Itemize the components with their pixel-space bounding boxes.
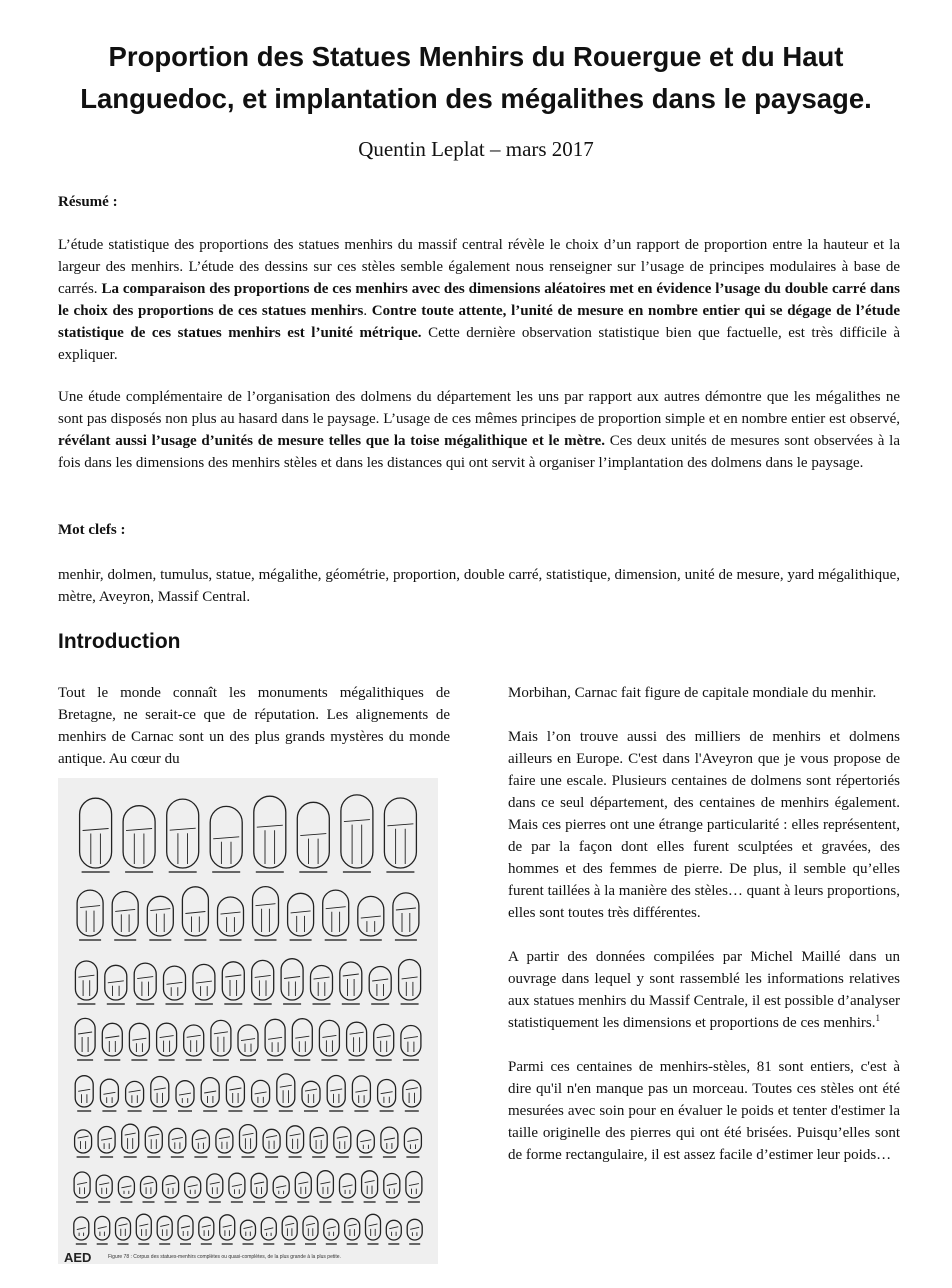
menhir-drawings-svg — [58, 778, 438, 1264]
page-title: Proportion des Statues Menhirs du Rouergue et du Haut Languedoc, et implantation des mégalithes dans le paysage. — [80, 41, 872, 114]
menhir-caption-mark — [299, 871, 327, 873]
menhir-caption-mark — [290, 939, 312, 941]
menhir-caption-mark — [305, 1243, 316, 1245]
menhir-caption-mark — [383, 1156, 396, 1158]
menhir-caption-mark — [304, 1110, 318, 1112]
menhir-caption-mark — [319, 1201, 331, 1203]
menhir-caption-mark — [100, 1156, 113, 1158]
menhir-caption-mark — [343, 871, 371, 873]
menhir-caption-mark — [131, 1059, 147, 1061]
menhir-caption-mark — [376, 1059, 392, 1061]
menhir-caption-mark — [263, 1243, 274, 1245]
menhir-caption-mark — [342, 1003, 360, 1005]
menhir-caption-mark — [120, 1201, 132, 1203]
menhir-caption-mark — [294, 1059, 310, 1061]
menhir-caption-mark — [409, 1243, 420, 1245]
menhir-caption-mark — [79, 939, 101, 941]
menhir-caption-mark — [386, 1201, 398, 1203]
menhir-caption-mark — [329, 1110, 343, 1112]
menhir-caption-mark — [128, 1110, 142, 1112]
menhir-caption-mark — [104, 1059, 120, 1061]
menhir-caption-mark — [218, 1156, 231, 1158]
menhir-caption-mark — [201, 1243, 212, 1245]
menhir-caption-mark — [194, 1156, 207, 1158]
intro-right-paragraph-3-text: A partir des données compilées par Michel Maillé dans un ouvrage dans lequel y sont rassemblé les informations relatives aux statues menhirs du Massif Centrale, il est possible d’analyser statistiquement les dimensions et proportions de ces menhirs. — [508, 949, 900, 1031]
menhir-caption-mark — [102, 1110, 116, 1112]
resume-p1-text-a: L’étude statistique des proportions des statues menhirs du massif central révèle le choix d’un rapport de proportion entre la hauteur et la largeur des menhirs. L’étude des dessins sur ces stèles semble également nous renseigner sur l’usage de principes modulaires à base de carrés. — [58, 237, 900, 297]
menhir-caption-mark — [159, 1243, 170, 1245]
resume-p1-text-c: . — [363, 303, 372, 319]
resume-paragraph-1 — [58, 234, 900, 366]
menhir-caption-mark — [256, 871, 284, 873]
menhir-caption-mark — [254, 1110, 268, 1112]
menhir-caption-mark — [213, 1059, 229, 1061]
resume-heading: Résumé : — [58, 194, 118, 210]
menhir-caption-mark — [284, 1243, 295, 1245]
menhir-caption-mark — [82, 871, 110, 873]
menhir-caption-mark — [321, 1059, 337, 1061]
menhir-caption-mark — [289, 1156, 302, 1158]
menhir-caption-mark — [187, 1201, 199, 1203]
menhir-caption-mark — [171, 1156, 184, 1158]
intro-left-column — [58, 682, 450, 792]
keywords-heading: Mot clefs : — [58, 522, 126, 538]
resume-p1-bold-b: La comparaison des proportions de ces menhirs avec des dimensions aléatoires met en évidence l’usage du double carré dans le choix des proportions de ces statues menhirs — [58, 281, 900, 319]
menhir-caption-mark — [354, 1110, 368, 1112]
menhir-caption-mark — [243, 1243, 254, 1245]
menhir-caption-mark — [253, 1201, 265, 1203]
resume-p2-bold-b: révélant aussi l’usage d’unités de mesure telles que la toise mégalithique et le mètre. — [58, 433, 606, 449]
introduction-heading: Introduction — [58, 630, 181, 653]
menhir-caption-mark — [360, 939, 382, 941]
menhir-caption-mark — [401, 1003, 419, 1005]
menhir-caption-mark — [77, 1003, 95, 1005]
menhir-caption-mark — [349, 1059, 365, 1061]
menhir-caption-mark — [98, 1201, 110, 1203]
menhir-caption-mark — [386, 871, 414, 873]
menhir-caption-mark — [76, 1201, 88, 1203]
menhir-caption-mark — [267, 1059, 283, 1061]
resume-p1-bold-d: Contre toute attente, l’unité de mesure en nombre entier qui se dégage de l’étude statistique de ces statues menhirs est l’unité métrique. — [58, 303, 900, 341]
menhir-caption-mark — [342, 1201, 354, 1203]
menhir-caption-mark — [222, 1243, 233, 1245]
menhir-caption-mark — [405, 1110, 419, 1112]
figure-caption: Figure 78 : Corpus des statues-menhirs complètes ou quasi-complètes, de la plus grande à la plus petite. — [108, 1254, 341, 1260]
menhir-caption-mark — [254, 1003, 272, 1005]
figure-logo: AED — [64, 1250, 92, 1264]
menhir-caption-mark — [371, 1003, 389, 1005]
menhir-caption-mark — [242, 1156, 255, 1158]
menhir-caption-mark — [166, 1003, 184, 1005]
menhir-caption-mark — [347, 1243, 358, 1245]
menhir-caption-mark — [406, 1156, 419, 1158]
menhir-caption-mark — [147, 1156, 160, 1158]
author-line: Quentin Leplat – mars 2017 — [358, 137, 594, 161]
menhir-caption-mark — [209, 1201, 221, 1203]
menhir-caption-mark — [107, 1003, 125, 1005]
intro-right-column — [508, 682, 900, 1188]
menhir-caption-mark — [220, 939, 242, 941]
menhir-caption-mark — [114, 939, 136, 941]
menhir-caption-mark — [224, 1003, 242, 1005]
menhir-caption-mark — [388, 1243, 399, 1245]
menhir-caption-mark — [165, 1201, 177, 1203]
menhir-caption-mark — [380, 1110, 394, 1112]
menhir-caption-mark — [77, 1110, 91, 1112]
resume-p2-text-c: Ces deux unités de mesures sont observées à la fois dans les dimensions des menhirs stèles et dans les distances qui ont servit à organiser l’implantation des dolmens dans le paysage. — [58, 433, 900, 471]
menhir-caption-mark — [368, 1243, 379, 1245]
menhir-caption-mark — [153, 1110, 167, 1112]
statue-menhirs-drawings-image — [58, 778, 438, 1264]
menhir-caption-mark — [364, 1201, 376, 1203]
menhir-caption-mark — [180, 1243, 191, 1245]
menhir-caption-mark — [76, 1243, 87, 1245]
menhir-caption-mark — [149, 939, 171, 941]
menhir-caption-mark — [125, 871, 153, 873]
menhir-caption-mark — [143, 1201, 155, 1203]
menhir-caption-mark — [255, 939, 277, 941]
menhir-caption-mark — [231, 1201, 243, 1203]
menhir-caption-mark — [325, 939, 347, 941]
menhir-caption-mark — [124, 1156, 137, 1158]
menhir-caption-mark — [408, 1201, 420, 1203]
menhir-caption-mark — [159, 1059, 175, 1061]
intro-right-paragraph-3 — [508, 946, 900, 1034]
menhir-caption-mark — [313, 1003, 331, 1005]
intro-left-paragraph: Tout le monde connaît les monuments mégalithiques de Bretagne, ne serait-ce que de réputation. Les alignements de menhirs de Carnac sont un des plus grands mystères du monde antique. Au cœur du — [58, 685, 450, 767]
menhir-caption-mark — [136, 1003, 154, 1005]
intro-right-paragraph-2: Mais l’on trouve aussi des milliers de menhirs et dolmens ailleurs en Europe. C'est dans l'Aveyron que je vous propose de faire une escale. Plusieurs centaines de dolmens sont répertoriés dans ce seul département, des centaines de menhirs également. Mais ces pierres ont une étrange particularité : elles représentent, de par la façon dont elles furent sculptées et gravées, des hommes et des femmes de pierre. De plus, il semble qu’elles furent taillées à la manière des stèles… quant à leurs proportions, elles sont toutes très différentes. — [508, 729, 900, 921]
menhir-caption-mark — [312, 1156, 325, 1158]
intro-right-paragraph-1: Morbihan, Carnac fait figure de capitale mondiale du menhir. — [508, 685, 877, 701]
menhir-caption-mark — [184, 939, 206, 941]
menhir-caption-mark — [178, 1110, 192, 1112]
menhir-caption-mark — [336, 1156, 349, 1158]
footnote-marker: 1 — [875, 1013, 880, 1023]
menhir-caption-mark — [279, 1110, 293, 1112]
keywords-text: menhir, dolmen, tumulus, statue, mégalithe, géométrie, proportion, double carré, statistique, dimension, unité de mesure, yard mégalithique, mètre, Aveyron, Massif Central. — [58, 567, 900, 605]
menhir-caption-mark — [212, 871, 240, 873]
menhir-caption-mark — [283, 1003, 301, 1005]
menhir-caption-mark — [77, 1059, 93, 1061]
menhir-caption-mark — [403, 1059, 419, 1061]
menhir-caption-mark — [169, 871, 197, 873]
menhir-caption-mark — [265, 1156, 278, 1158]
resume-p1-text-e: Cette dernière observation statistique bien que factuelle, est très difficile à expliquer. — [58, 325, 900, 363]
menhir-caption-mark — [228, 1110, 242, 1112]
menhir-caption-mark — [77, 1156, 90, 1158]
menhir-caption-mark — [138, 1243, 149, 1245]
menhir-caption-mark — [275, 1201, 287, 1203]
menhir-caption-mark — [203, 1110, 217, 1112]
menhir-caption-mark — [359, 1156, 372, 1158]
menhir-caption-mark — [326, 1243, 337, 1245]
resume-paragraph-2 — [58, 386, 900, 474]
menhir-caption-mark — [118, 1243, 129, 1245]
menhir-caption-mark — [395, 939, 417, 941]
menhir-caption-mark — [186, 1059, 202, 1061]
menhir-caption-mark — [240, 1059, 256, 1061]
intro-right-paragraph-4: Parmi ces centaines de menhirs-stèles, 81 sont entiers, c'est à dire qu'il n'en manque pas un morceau. Toutes ces stèles ont été mesurées avec soin pour en évaluer le poids et tenter d'estimer la taille originelle des pierres qui ont été brisées. Puisqu’elles sont de forme rectangulaire, il est assez facile d’estimer leur poids… — [508, 1059, 900, 1163]
menhir-caption-mark — [97, 1243, 108, 1245]
menhir-caption-mark — [297, 1201, 309, 1203]
menhir-caption-mark — [195, 1003, 213, 1005]
resume-p2-text-a: Une étude complémentaire de l’organisation des dolmens du département les uns par rapport aux autres démontre que les mégalithes ne sont pas disposés non plus au hasard dans le paysage. L’usage de ces mêmes principes de proportion simple et en nombre entier est observé, — [58, 389, 900, 427]
